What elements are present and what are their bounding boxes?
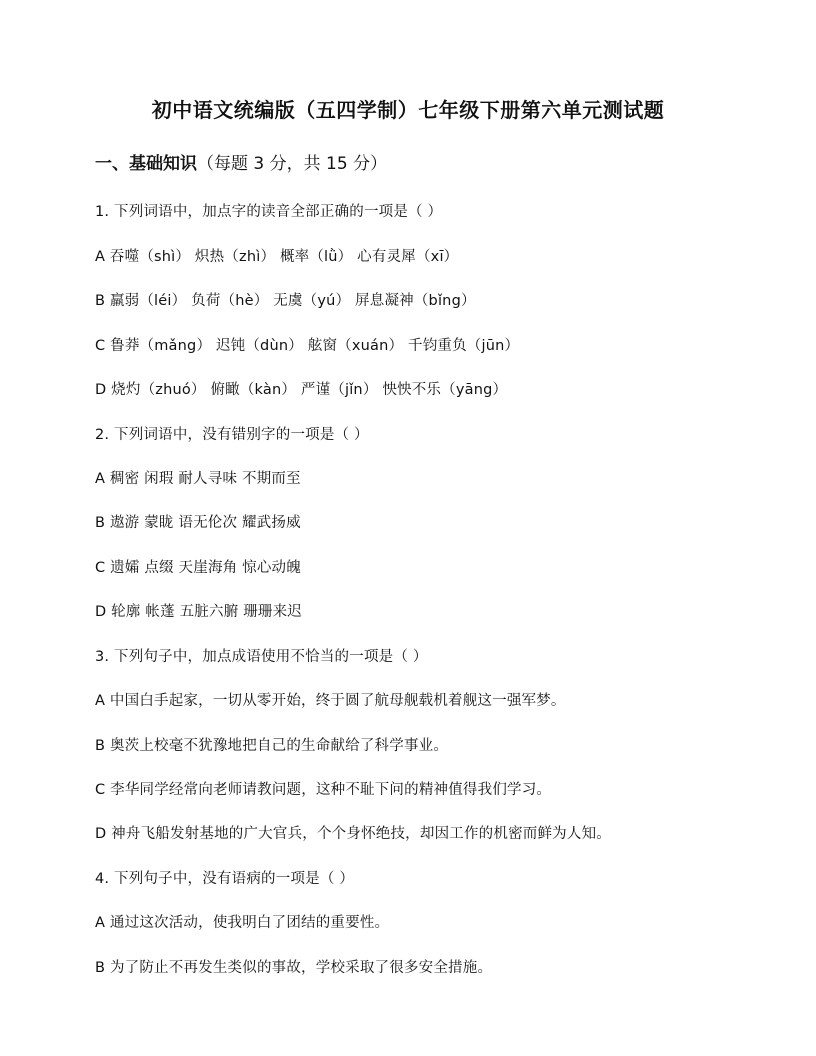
section-heading-label: 一、基础知识 bbox=[95, 154, 197, 174]
question-4-stem: 4. 下列句子中，没有语病的一项是（ ） bbox=[95, 871, 355, 887]
section-heading-score-note: （每题 3 分，共 15 分） bbox=[197, 154, 388, 174]
question-1-option-a: A 吞噬（shì） 炽热（zhì） 概率（lǜ） 心有灵犀（xī） bbox=[95, 249, 459, 265]
question-3-option-d: D 神舟飞船发射基地的广大官兵，个个身怀绝技，却因工作的机密而鲜为人知。 bbox=[95, 826, 611, 842]
question-3-option-c: C 李华同学经常向老师请教问题，这种不耻下问的精神值得我们学习。 bbox=[95, 782, 552, 798]
question-1-option-c: C 鲁莽（mǎng） 迟钝（dùn） 舷窗（xuán） 千钧重负（jūn） bbox=[95, 338, 520, 354]
question-1-option-b: B 羸弱（léi） 负荷（hè） 无虞（yú） 屏息凝神（bǐng） bbox=[95, 293, 476, 309]
question-2-stem: 2. 下列词语中，没有错别字的一项是（ ） bbox=[95, 427, 369, 443]
question-3-option-b: B 奥茨上校毫不犹豫地把自己的生命献给了科学事业。 bbox=[95, 738, 449, 754]
question-2-option-a: A 稠密 闲瑕 耐人寻味 不期而至 bbox=[95, 471, 301, 487]
question-3-option-a: A 中国白手起家，一切从零开始，终于圆了航母舰载机着舰这一强军梦。 bbox=[95, 693, 566, 709]
question-1-option-d: D 烧灼（zhuó） 俯瞰（kàn） 严谨（jǐn） 怏怏不乐（yāng） bbox=[95, 382, 508, 398]
page-title: 初中语文统编版（五四学制）七年级下册第六单元测试题 bbox=[151, 98, 665, 122]
question-4-option-b: B 为了防止不再发生类似的事故，学校采取了很多安全措施。 bbox=[95, 960, 493, 976]
question-2-option-c: C 遗孀 点缀 天崖海角 惊心动魄 bbox=[95, 560, 301, 576]
question-4-option-a: A 通过这次活动，使我明白了团结的重要性。 bbox=[95, 915, 390, 931]
section-heading bbox=[95, 149, 387, 174]
question-1-stem: 1. 下列词语中，加点字的读音全部正确的一项是（ ） bbox=[95, 204, 443, 220]
question-2-option-b: B 遨游 蒙眬 语无伦次 耀武扬威 bbox=[95, 515, 301, 531]
question-2-option-d: D 轮廓 帐蓬 五脏六腑 珊珊来迟 bbox=[95, 604, 303, 620]
question-3-stem: 3. 下列句子中，加点成语使用不恰当的一项是（ ） bbox=[95, 649, 428, 665]
